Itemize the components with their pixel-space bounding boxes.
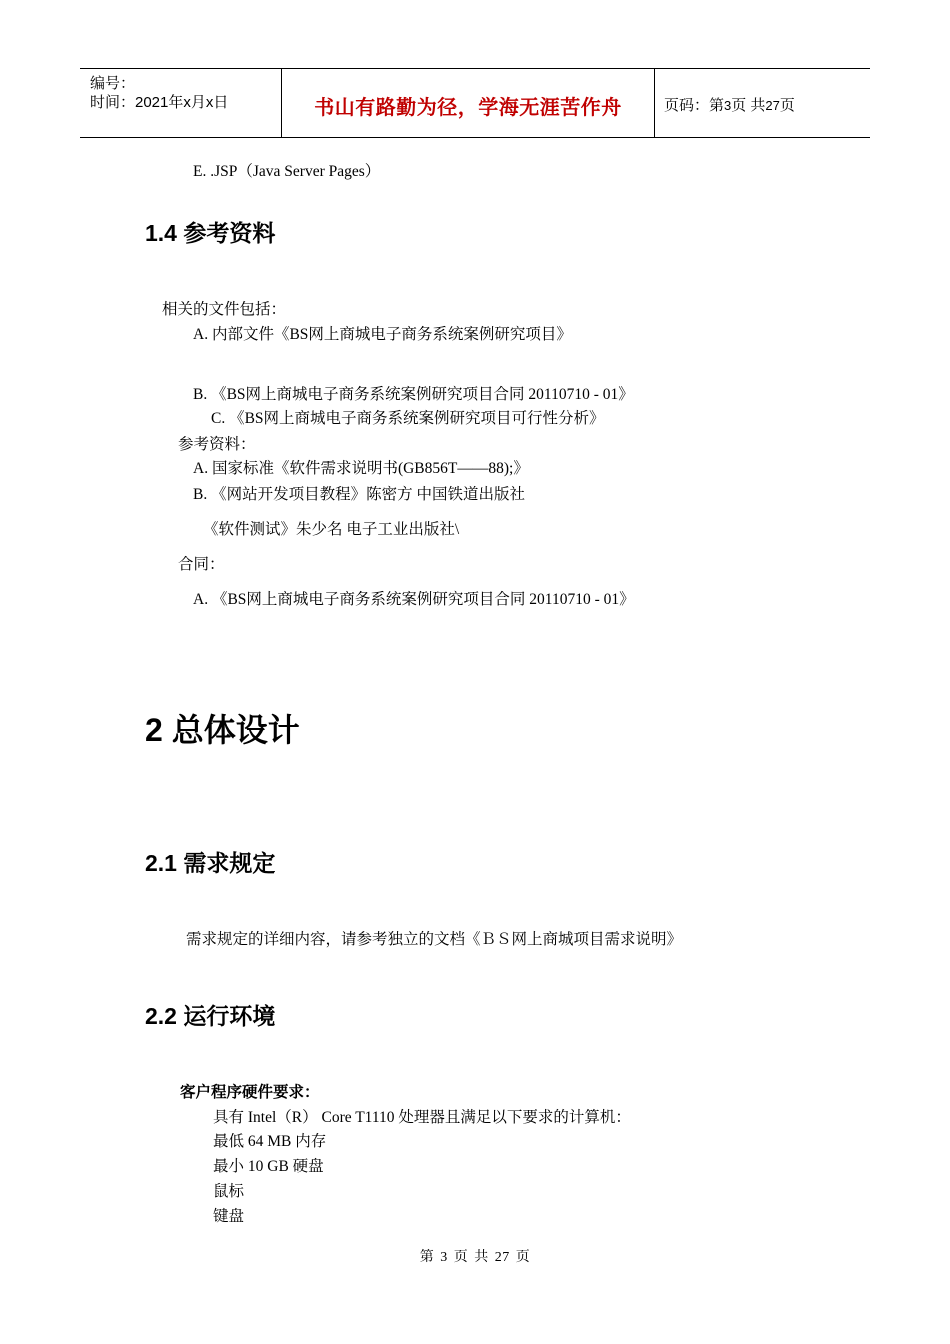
footer-prefix: 第 [419, 1250, 435, 1265]
hardware-requirement-cpu: 具有 Intel（R） Core T1110 处理器且满足以下要求的计算机： [213, 1109, 631, 1126]
reference-item-a: A. 内部文件《BS网上商城电子商务系统案例研究项目》 [193, 326, 572, 343]
chapter-heading-2: 2 总体设计 [145, 712, 300, 748]
related-files-label: 相关的文件包括： [162, 301, 287, 318]
page-header [80, 68, 870, 138]
contract-label: 合同： [178, 556, 225, 573]
reference-item-b: B. 《BS网上商城电子商务系统案例研究项目合同 20110710 - 01》 [193, 386, 634, 403]
client-hardware-label: 客户程序硬件要求： [180, 1084, 320, 1101]
section-heading-2-2: 2.2 运行环境 [145, 1003, 276, 1029]
footer-mid1: 页 [453, 1250, 469, 1265]
header-info-cell [80, 69, 282, 137]
hardware-requirement-mouse: 鼠标 [213, 1183, 245, 1200]
footer-current-page: 3 [440, 1250, 448, 1265]
reference-material-a: A. 国家标准《软件需求说明书(GB856T——88);》 [193, 460, 529, 477]
footer-mid2: 共 [474, 1250, 489, 1265]
reference-material-c: 《软件测试》朱少名 电子工业出版社\ [203, 521, 460, 538]
header-page-indicator [664, 94, 795, 115]
header-number-label: 编号： [90, 75, 136, 92]
header-page-cell [655, 69, 870, 137]
hardware-requirement-keyboard: 键盘 [213, 1208, 245, 1225]
requirements-text: 需求规定的详细内容，请参考独立的文档《ＢＳ网上商城项目需求说明》 [186, 931, 683, 948]
page-footer [0, 1246, 950, 1266]
reference-materials-label: 参考资料： [178, 436, 256, 453]
contract-item-a: A. 《BS网上商城电子商务系统案例研究项目合同 20110710 - 01》 [193, 591, 635, 608]
list-item-jsp: E. .JSP（Java Server Pages） [193, 163, 381, 180]
footer-total-pages: 27 [494, 1250, 510, 1265]
hardware-requirement-memory: 最低 64 MB 内存 [213, 1133, 327, 1150]
header-time-label: 时间：2021年x月x日 [90, 94, 229, 111]
header-page-total: 27 [765, 98, 780, 113]
hardware-requirement-disk: 最小 10 GB 硬盘 [213, 1158, 324, 1175]
reference-item-c: C. 《BS网上商城电子商务系统案例研究项目可行性分析》 [211, 410, 605, 427]
header-page-current: 3 [724, 98, 732, 113]
header-motto-cell [282, 69, 655, 137]
header-page-mid: 页 共 [731, 97, 766, 114]
reference-material-b: B. 《网站开发项目教程》陈密方 中国铁道出版社 [193, 486, 525, 503]
footer-suffix: 页 [515, 1250, 531, 1265]
header-page-prefix: 页码：第 [664, 97, 725, 114]
header-page-suffix: 页 [779, 97, 795, 114]
section-heading-2-1: 2.1 需求规定 [145, 850, 276, 876]
header-motto: 书山有路勤为径，学海无涯苦作舟 [314, 95, 622, 119]
section-heading-1-4: 1.4 参考资料 [145, 220, 276, 246]
